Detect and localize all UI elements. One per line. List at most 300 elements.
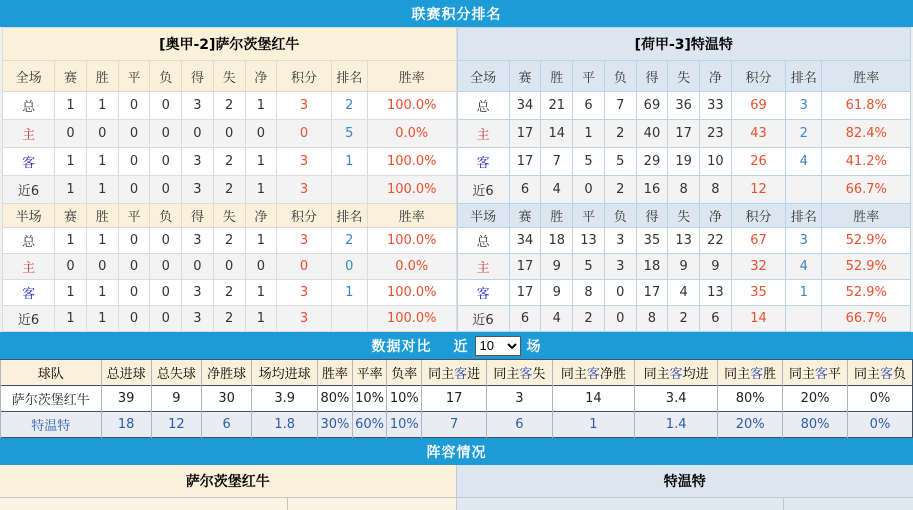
stat-cell: 0 xyxy=(150,120,182,148)
section-label-full: 全场 xyxy=(3,61,55,92)
stat-cell: 0 xyxy=(150,228,182,254)
row-label: 总 xyxy=(3,228,55,254)
stat-cell: 18 xyxy=(541,228,573,254)
lineup-left-cell xyxy=(0,498,288,510)
stat-cell: 30% xyxy=(318,412,353,438)
column-header: 排名 xyxy=(331,61,367,92)
stat-cell: 0 xyxy=(150,92,182,120)
stat-cell: 0 xyxy=(150,280,182,306)
stat-cell: 13 xyxy=(668,228,700,254)
stat-cell: 0 xyxy=(150,176,182,204)
stat-cell: 0 xyxy=(118,92,150,120)
column-header: 胜 xyxy=(86,61,118,92)
stat-cell: 1 xyxy=(245,228,277,254)
team-name-cell: 萨尔茨堡红牛 xyxy=(1,386,102,412)
row-label: 近6 xyxy=(3,176,55,204)
stat-cell: 0 xyxy=(118,254,150,280)
stat-cell: 0 xyxy=(118,280,150,306)
table-row xyxy=(1,386,913,412)
column-header: 净 xyxy=(245,204,277,228)
stat-cell: 17 xyxy=(668,120,700,148)
winrate-cell: 100.0% xyxy=(367,228,456,254)
stat-cell: 2 xyxy=(604,176,636,204)
winrate-cell: 0.0% xyxy=(367,254,456,280)
column-header: 赛 xyxy=(55,61,87,92)
table-row xyxy=(457,61,911,92)
stat-cell: 80% xyxy=(783,412,848,438)
stat-cell: 1 xyxy=(86,306,118,332)
winrate-cell: 82.4% xyxy=(822,120,911,148)
stat-cell: 6 xyxy=(509,306,541,332)
lineup-team-row xyxy=(0,465,913,498)
table-row xyxy=(3,148,457,176)
winrate-cell: 100.0% xyxy=(367,148,456,176)
rank-cell: 3 xyxy=(786,228,822,254)
stat-cell: 17 xyxy=(509,254,541,280)
row-label: 近6 xyxy=(457,306,509,332)
column-header: 胜率 xyxy=(318,360,353,386)
stat-cell: 69 xyxy=(636,92,668,120)
column-header: 得 xyxy=(636,61,668,92)
points-cell: 35 xyxy=(731,280,785,306)
stat-cell: 6 xyxy=(509,176,541,204)
rank-cell xyxy=(786,306,822,332)
column-header: 得 xyxy=(182,204,214,228)
stat-cell: 17 xyxy=(509,280,541,306)
stat-cell: 5 xyxy=(573,254,605,280)
column-header: 积分 xyxy=(731,204,785,228)
table-row xyxy=(457,204,911,228)
table-row xyxy=(457,280,911,306)
stat-cell: 19 xyxy=(668,148,700,176)
lineup-partial-row xyxy=(0,498,913,510)
column-header: 负 xyxy=(604,61,636,92)
points-cell: 12 xyxy=(731,176,785,204)
stat-cell: 1.8 xyxy=(252,412,318,438)
rank-cell: 2 xyxy=(331,228,367,254)
stat-cell: 1 xyxy=(86,280,118,306)
column-header: 失 xyxy=(668,204,700,228)
winrate-cell: 100.0% xyxy=(367,92,456,120)
rank-cell: 1 xyxy=(331,280,367,306)
stat-cell: 1 xyxy=(573,120,605,148)
winrate-cell: 41.2% xyxy=(822,148,911,176)
stat-cell: 0 xyxy=(55,120,87,148)
stat-cell: 0 xyxy=(182,254,214,280)
stat-cell: 10% xyxy=(387,412,422,438)
points-cell: 0 xyxy=(277,120,331,148)
column-header: 积分 xyxy=(731,61,785,92)
column-header: 胜率 xyxy=(822,61,911,92)
column-header: 净 xyxy=(245,61,277,92)
table-row xyxy=(1,412,913,438)
column-header: 平率 xyxy=(352,360,387,386)
stat-cell: 2 xyxy=(213,176,245,204)
points-cell: 3 xyxy=(277,92,331,120)
column-header: 赛 xyxy=(509,61,541,92)
stat-cell: 1 xyxy=(86,92,118,120)
stat-cell: 17 xyxy=(422,386,487,412)
column-header: 失 xyxy=(213,204,245,228)
column-header: 净 xyxy=(700,204,732,228)
stat-cell: 1 xyxy=(245,92,277,120)
stat-cell: 5 xyxy=(604,148,636,176)
lineup-right-cell xyxy=(457,498,784,510)
stat-cell: 35 xyxy=(636,228,668,254)
stat-cell: 1 xyxy=(245,176,277,204)
table-row xyxy=(457,120,911,148)
table-row xyxy=(457,176,911,204)
winrate-cell: 61.8% xyxy=(822,92,911,120)
stat-cell: 3 xyxy=(182,176,214,204)
column-header: 同主客负 xyxy=(847,360,912,386)
stat-cell: 7 xyxy=(541,148,573,176)
points-cell: 14 xyxy=(731,306,785,332)
rank-cell: 4 xyxy=(786,148,822,176)
stat-cell: 8 xyxy=(668,176,700,204)
row-label: 主 xyxy=(3,120,55,148)
stat-cell: 39 xyxy=(101,386,151,412)
lineup-left-team: 萨尔茨堡红牛 xyxy=(0,465,457,497)
stat-cell: 10 xyxy=(700,148,732,176)
stat-cell: 9 xyxy=(700,254,732,280)
stat-cell: 1 xyxy=(245,148,277,176)
stat-cell: 3 xyxy=(487,386,553,412)
stat-cell: 3 xyxy=(182,280,214,306)
column-header: 球队 xyxy=(1,360,102,386)
winrate-cell: 66.7% xyxy=(822,176,911,204)
stat-cell: 2 xyxy=(573,306,605,332)
row-label: 客 xyxy=(3,280,55,306)
recent-games-select[interactable] xyxy=(475,336,521,356)
column-header: 平 xyxy=(573,204,605,228)
stat-cell: 0 xyxy=(150,148,182,176)
stat-cell: 4 xyxy=(668,280,700,306)
column-header: 总失球 xyxy=(151,360,201,386)
stat-cell: 60% xyxy=(352,412,387,438)
column-header: 胜 xyxy=(541,61,573,92)
stat-cell: 33 xyxy=(700,92,732,120)
stat-cell: 36 xyxy=(668,92,700,120)
table-row xyxy=(3,228,457,254)
column-header: 胜率 xyxy=(367,204,456,228)
stat-cell: 0 xyxy=(86,120,118,148)
table-row xyxy=(3,120,457,148)
stat-cell: 3 xyxy=(182,92,214,120)
stat-cell: 9 xyxy=(541,254,573,280)
table-row xyxy=(3,92,457,120)
stat-cell: 18 xyxy=(101,412,151,438)
stat-cell: 8 xyxy=(700,176,732,204)
lineup-right-team: 特温特 xyxy=(457,465,913,497)
table-row xyxy=(457,228,911,254)
stat-cell: 13 xyxy=(573,228,605,254)
right-team-stats-table xyxy=(457,27,912,332)
rank-cell: 2 xyxy=(786,120,822,148)
stat-cell: 21 xyxy=(541,92,573,120)
column-header: 负率 xyxy=(387,360,422,386)
data-compare-header xyxy=(0,332,913,359)
stat-cell: 0 xyxy=(118,228,150,254)
stat-cell: 0 xyxy=(86,254,118,280)
column-header: 胜率 xyxy=(822,204,911,228)
compare-title: 数据对比 xyxy=(372,336,432,356)
games-label: 场 xyxy=(527,336,542,356)
rank-cell: 3 xyxy=(786,92,822,120)
stat-cell: 9 xyxy=(668,254,700,280)
stat-cell: 0 xyxy=(150,254,182,280)
column-header: 场均进球 xyxy=(252,360,318,386)
stat-cell: 6 xyxy=(700,306,732,332)
stat-cell: 2 xyxy=(668,306,700,332)
winrate-cell: 66.7% xyxy=(822,306,911,332)
stat-cell: 1.4 xyxy=(635,412,718,438)
column-header: 同主客净胜 xyxy=(552,360,634,386)
stat-cell: 0 xyxy=(604,280,636,306)
left-team-stats-table xyxy=(2,27,457,332)
column-header: 失 xyxy=(668,61,700,92)
stat-cell: 1 xyxy=(245,280,277,306)
row-label: 近6 xyxy=(3,306,55,332)
stat-cell: 5 xyxy=(573,148,605,176)
stat-cell: 10% xyxy=(387,386,422,412)
column-header: 平 xyxy=(573,61,605,92)
stat-cell: 0 xyxy=(118,306,150,332)
lineup-title: 阵容情况 xyxy=(427,442,487,462)
stat-cell: 7 xyxy=(422,412,487,438)
points-cell: 3 xyxy=(277,306,331,332)
stat-cell: 3 xyxy=(604,228,636,254)
stat-cell: 1 xyxy=(245,306,277,332)
stat-cell: 3 xyxy=(182,228,214,254)
stat-cell: 10% xyxy=(352,386,387,412)
winrate-cell: 100.0% xyxy=(367,280,456,306)
table-row xyxy=(3,254,457,280)
stat-cell: 3.9 xyxy=(252,386,318,412)
winrate-cell: 52.9% xyxy=(822,280,911,306)
points-cell: 0 xyxy=(277,254,331,280)
table-row xyxy=(457,148,911,176)
rank-cell xyxy=(786,176,822,204)
table-row xyxy=(3,280,457,306)
stat-cell: 0 xyxy=(118,148,150,176)
points-cell: 69 xyxy=(731,92,785,120)
stat-cell: 18 xyxy=(636,254,668,280)
table-row xyxy=(457,306,911,332)
stat-cell: 17 xyxy=(509,148,541,176)
stat-cell: 1 xyxy=(86,176,118,204)
row-label: 客 xyxy=(3,148,55,176)
winrate-cell: 52.9% xyxy=(822,254,911,280)
points-cell: 3 xyxy=(277,228,331,254)
table-row xyxy=(3,176,457,204)
stat-cell: 8 xyxy=(573,280,605,306)
stat-cell: 0 xyxy=(55,254,87,280)
stat-cell: 22 xyxy=(700,228,732,254)
stat-cell: 0% xyxy=(847,412,912,438)
stat-cell: 3 xyxy=(182,148,214,176)
rank-cell: 1 xyxy=(331,148,367,176)
stat-cell: 29 xyxy=(636,148,668,176)
stat-cell: 6 xyxy=(202,412,252,438)
column-header: 胜 xyxy=(86,204,118,228)
section-label-half: 半场 xyxy=(457,204,509,228)
stat-cell: 0 xyxy=(604,306,636,332)
stat-cell: 0 xyxy=(118,120,150,148)
winrate-cell: 52.9% xyxy=(822,228,911,254)
stat-cell: 1 xyxy=(552,412,634,438)
stat-cell: 13 xyxy=(700,280,732,306)
stat-cell: 8 xyxy=(636,306,668,332)
league-rank-title: 联赛积分排名 xyxy=(412,4,502,24)
stat-cell: 23 xyxy=(700,120,732,148)
winrate-cell: 0.0% xyxy=(367,120,456,148)
column-header: 赛 xyxy=(509,204,541,228)
left-team-title: [奥甲-2]萨尔茨堡红牛 xyxy=(3,28,457,61)
standings-tables xyxy=(0,27,913,332)
stat-cell: 1 xyxy=(55,176,87,204)
column-header: 负 xyxy=(604,204,636,228)
stat-cell: 2 xyxy=(604,120,636,148)
stat-cell: 3 xyxy=(604,254,636,280)
right-team-title: [荷甲-3]特温特 xyxy=(457,28,911,61)
stat-cell: 1 xyxy=(55,148,87,176)
stat-cell: 17 xyxy=(636,280,668,306)
stat-cell: 34 xyxy=(509,92,541,120)
column-header: 同主客失 xyxy=(487,360,553,386)
column-header: 同主客平 xyxy=(783,360,848,386)
row-label: 客 xyxy=(457,148,509,176)
points-cell: 26 xyxy=(731,148,785,176)
column-header: 平 xyxy=(118,204,150,228)
column-header: 胜率 xyxy=(367,61,456,92)
stat-cell: 2 xyxy=(213,280,245,306)
stat-cell: 1 xyxy=(86,228,118,254)
section-label-full: 全场 xyxy=(457,61,509,92)
stat-cell: 0 xyxy=(182,120,214,148)
points-cell: 43 xyxy=(731,120,785,148)
rank-cell xyxy=(331,176,367,204)
stat-cell: 4 xyxy=(541,176,573,204)
stat-cell: 0 xyxy=(118,176,150,204)
stat-cell: 3 xyxy=(182,306,214,332)
stat-cell: 0 xyxy=(245,254,277,280)
row-label: 近6 xyxy=(457,176,509,204)
stat-cell: 16 xyxy=(636,176,668,204)
stat-cell: 0 xyxy=(573,176,605,204)
stat-cell: 6 xyxy=(487,412,553,438)
column-header: 胜 xyxy=(541,204,573,228)
league-rank-header xyxy=(0,0,913,27)
rank-cell: 4 xyxy=(786,254,822,280)
column-header: 排名 xyxy=(786,204,822,228)
stat-cell: 2 xyxy=(213,148,245,176)
column-header: 积分 xyxy=(277,204,331,228)
stat-cell: 14 xyxy=(552,386,634,412)
stat-cell: 1 xyxy=(55,306,87,332)
rank-cell: 5 xyxy=(331,120,367,148)
rank-cell: 2 xyxy=(331,92,367,120)
points-cell: 67 xyxy=(731,228,785,254)
points-cell: 32 xyxy=(731,254,785,280)
table-row xyxy=(457,92,911,120)
stat-cell: 3.4 xyxy=(635,386,718,412)
stat-cell: 7 xyxy=(604,92,636,120)
stat-cell: 9 xyxy=(541,280,573,306)
stat-cell: 30 xyxy=(202,386,252,412)
table-row xyxy=(457,28,911,61)
row-label: 主 xyxy=(457,254,509,280)
stat-cell: 1 xyxy=(55,92,87,120)
column-header: 同主客进 xyxy=(422,360,487,386)
rank-cell: 0 xyxy=(331,254,367,280)
row-label: 客 xyxy=(457,280,509,306)
stat-cell: 4 xyxy=(541,306,573,332)
column-header: 总进球 xyxy=(101,360,151,386)
column-header: 排名 xyxy=(331,204,367,228)
table-row xyxy=(457,254,911,280)
stat-cell: 14 xyxy=(541,120,573,148)
column-header: 平 xyxy=(118,61,150,92)
stat-cell: 34 xyxy=(509,228,541,254)
column-header: 负 xyxy=(150,204,182,228)
stat-cell: 80% xyxy=(318,386,353,412)
stat-cell: 0% xyxy=(847,386,912,412)
points-cell: 3 xyxy=(277,280,331,306)
column-header: 赛 xyxy=(55,204,87,228)
column-header: 净 xyxy=(700,61,732,92)
near-label: 近 xyxy=(454,336,469,356)
column-header: 排名 xyxy=(786,61,822,92)
stat-cell: 1 xyxy=(86,148,118,176)
column-header: 负 xyxy=(150,61,182,92)
comparison-table xyxy=(0,359,913,438)
row-label: 总 xyxy=(3,92,55,120)
rank-cell: 1 xyxy=(786,280,822,306)
row-label: 总 xyxy=(457,92,509,120)
column-header: 得 xyxy=(182,61,214,92)
table-row xyxy=(3,204,457,228)
row-label: 主 xyxy=(3,254,55,280)
stat-cell: 9 xyxy=(151,386,201,412)
row-label: 主 xyxy=(457,120,509,148)
lineup-header xyxy=(0,438,913,465)
column-header: 失 xyxy=(213,61,245,92)
table-row xyxy=(3,61,457,92)
column-header: 同主客胜 xyxy=(718,360,783,386)
column-header: 同主客均进 xyxy=(635,360,718,386)
stat-cell: 20% xyxy=(718,412,783,438)
row-label: 总 xyxy=(457,228,509,254)
stat-cell: 80% xyxy=(718,386,783,412)
column-header: 积分 xyxy=(277,61,331,92)
rank-cell xyxy=(331,306,367,332)
stat-cell: 0 xyxy=(150,306,182,332)
table-row xyxy=(1,360,913,386)
points-cell: 3 xyxy=(277,176,331,204)
table-row xyxy=(3,306,457,332)
stat-cell: 40 xyxy=(636,120,668,148)
points-cell: 3 xyxy=(277,148,331,176)
stat-cell: 12 xyxy=(151,412,201,438)
column-header: 得 xyxy=(636,204,668,228)
stat-cell: 0 xyxy=(213,254,245,280)
stat-cell: 2 xyxy=(213,92,245,120)
stat-cell: 0 xyxy=(213,120,245,148)
stat-cell: 2 xyxy=(213,228,245,254)
section-label-half: 半场 xyxy=(3,204,55,228)
winrate-cell: 100.0% xyxy=(367,176,456,204)
